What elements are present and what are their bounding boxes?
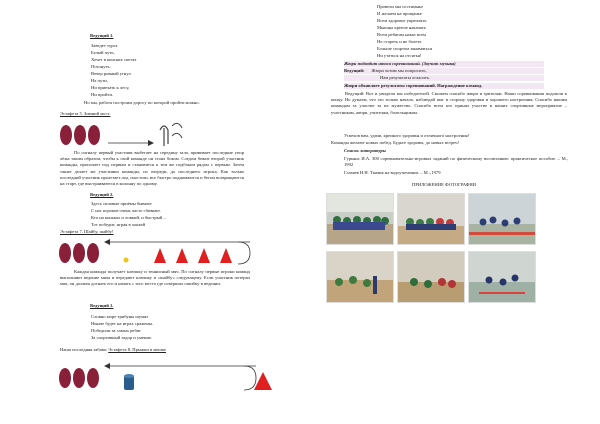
sack-icon (124, 376, 134, 390)
poem-line: Хочет в конских скетах (91, 57, 137, 62)
right-page (300, 0, 600, 424)
lit-item-2: Глазяев Н.Н. Ткачик на водоупочении. – М.:,1979 (344, 170, 441, 175)
poem-line: На пути, (91, 78, 108, 83)
leader-label: Ведущий: (344, 68, 365, 73)
team-player-icon (60, 125, 72, 145)
leader-line1 (344, 68, 544, 74)
closing-text: Ведущий: Вот и увидели мы победителей. Сможем спасибо жюри и зрителям. Наши соревнования подошли к концу. Но думаем, что это только начало, наблюдай шаг в сторону здоровья и хорошего настроения. Спасибо нашим командам за участие за их мужество. Спасибо всем кто принял участие в наших спортивные мероприятие – участникам, жюри, учителям, болельщикам. (331, 91, 567, 115)
cone-icon (220, 248, 232, 263)
poem-line: Вечер ровный угнул (91, 71, 131, 76)
cone-icon (254, 372, 272, 390)
team-player-icon (87, 368, 99, 388)
photo-2 (397, 193, 465, 245)
relay1-label: Эстафета 5. Зимний мост. (60, 111, 111, 116)
photo-3 (468, 193, 536, 245)
poem-line: Словно море трибуны шумят (91, 314, 149, 319)
poem-line: За спортивный задор и умение. (91, 335, 153, 340)
poem-line: Белый путь, (91, 50, 115, 55)
summary-line: Жюри подводит итоги соревнований. (Звучит музыка) (344, 61, 544, 67)
leader-text1: Жюри хотим мы попросить, (371, 68, 427, 73)
poem-line: Ни утаться на отсятья! (377, 53, 422, 58)
relay1-diagram (60, 120, 190, 150)
relay3-diagram (58, 360, 272, 392)
bridge-icon (160, 126, 168, 146)
team-player-icon (73, 368, 85, 388)
last-relay-prefix: Наша последняя забава: (60, 347, 108, 352)
cone-icon (176, 248, 188, 263)
leader2-title: Ведущий 2. (90, 192, 114, 197)
lit-item-1: Гурьянс И.А. 300 соревновательно-игровых заданий по физическому воспитанию: практическое пособие. – М., 1992 (344, 156, 568, 168)
team-player-icon (88, 125, 100, 145)
poem-line: Нынче будет на играх сражены. (91, 321, 154, 326)
appendix-title: ПРИЛОЖЕНИЕ ФОТОГРАФИИ (412, 182, 476, 187)
poem-line: Заведет турга (91, 43, 118, 48)
poem-line: С ног игроков очень часто сбивают. (91, 208, 161, 213)
team-player-icon (74, 125, 86, 145)
poem-line: Всем ребятам наказ всем (377, 32, 426, 37)
leader1-title: Ведущий 1. (90, 33, 114, 38)
literature-title: Список литературы (344, 148, 386, 153)
poem-line: Мышцы крепче накачать (377, 25, 426, 30)
photo-5 (397, 251, 465, 303)
relay2-label: Эстафета 7. Шайбу, шайбу! (60, 229, 114, 234)
photo-4 (326, 251, 394, 303)
photo-1 (326, 193, 394, 245)
relay1-text: По сигналу первый участник выбегает на середину зала, прививает последние упор лёжа таким образом, чтобы к свой команде он стоял боком. Следом бежит второй участник команды, прополает под первым и становится к тем же подбоком рядом с первым. Затем также делает же участники команды, по очереди, до последнего игрока. Как только последний участник пролезает под «мостом» все быстро поднимаются и бегом возвращаются на старт, где выстраиваются в колонну по одному. (60, 150, 244, 187)
jury-line: Жюри объявляет результаты соревнований. Награждение команд. (344, 83, 544, 89)
poem-line: Не стареть и не болеть (377, 39, 422, 44)
team-player-icon (73, 243, 85, 263)
poem-line: Тот победит, играя в хоккей (91, 222, 146, 227)
relay2-text: Каждая команда получает клюшку и теннисный мяч. По сигналу первые игроки команд выполняют ведение мяча и передают клюшку и «шайбу» следующему. Если участник потерял мяч, он должен догнать его и начать с того места где совершил ошибку в ведении. (60, 269, 250, 287)
after-poem1: Но мы, работа построим дорогу по которой пройти можно. (84, 100, 200, 105)
poem-line: Потонуть. (91, 64, 111, 69)
poem-line: Ни приехать к лесу, (91, 85, 130, 90)
team-line: Команды желают новых побед. Будьте здоровы, до новых встреч! (331, 140, 460, 145)
poem-line: Больше спортом заниматься (377, 46, 433, 51)
cone-icon (154, 248, 166, 263)
last-relay-line (60, 347, 166, 353)
poem-line: Здесь силовые приёмы бывают (91, 201, 152, 206)
photo-6 (468, 251, 536, 303)
last-relay-label: Эстафета 8. Прыжки в мешке (108, 347, 166, 352)
leader-line2: Нам результаты огласить. (344, 75, 544, 81)
poem-line: Кто на коньках и ловкий, и быстрый – (91, 215, 166, 220)
team-player-icon (87, 243, 99, 263)
poem-line: Всем здоровье укреплять (377, 18, 427, 23)
poem-line: Победили за самых ребят (91, 328, 141, 333)
leader1b-title: Ведущий 1. (90, 303, 114, 308)
cone-icon (198, 248, 210, 263)
poem-line: И желаем на прощанье (377, 11, 422, 16)
ball-icon (124, 258, 129, 263)
wish-line: Успехов вам, удачи, крепкого здоровья и отличного настроения! (344, 133, 470, 138)
team-player-icon (59, 368, 71, 388)
team-player-icon (59, 243, 71, 263)
relay2-diagram (58, 236, 272, 266)
poem-line: Провели мы состязанье (377, 4, 424, 9)
poem-line: Ни пройти. (91, 92, 114, 97)
